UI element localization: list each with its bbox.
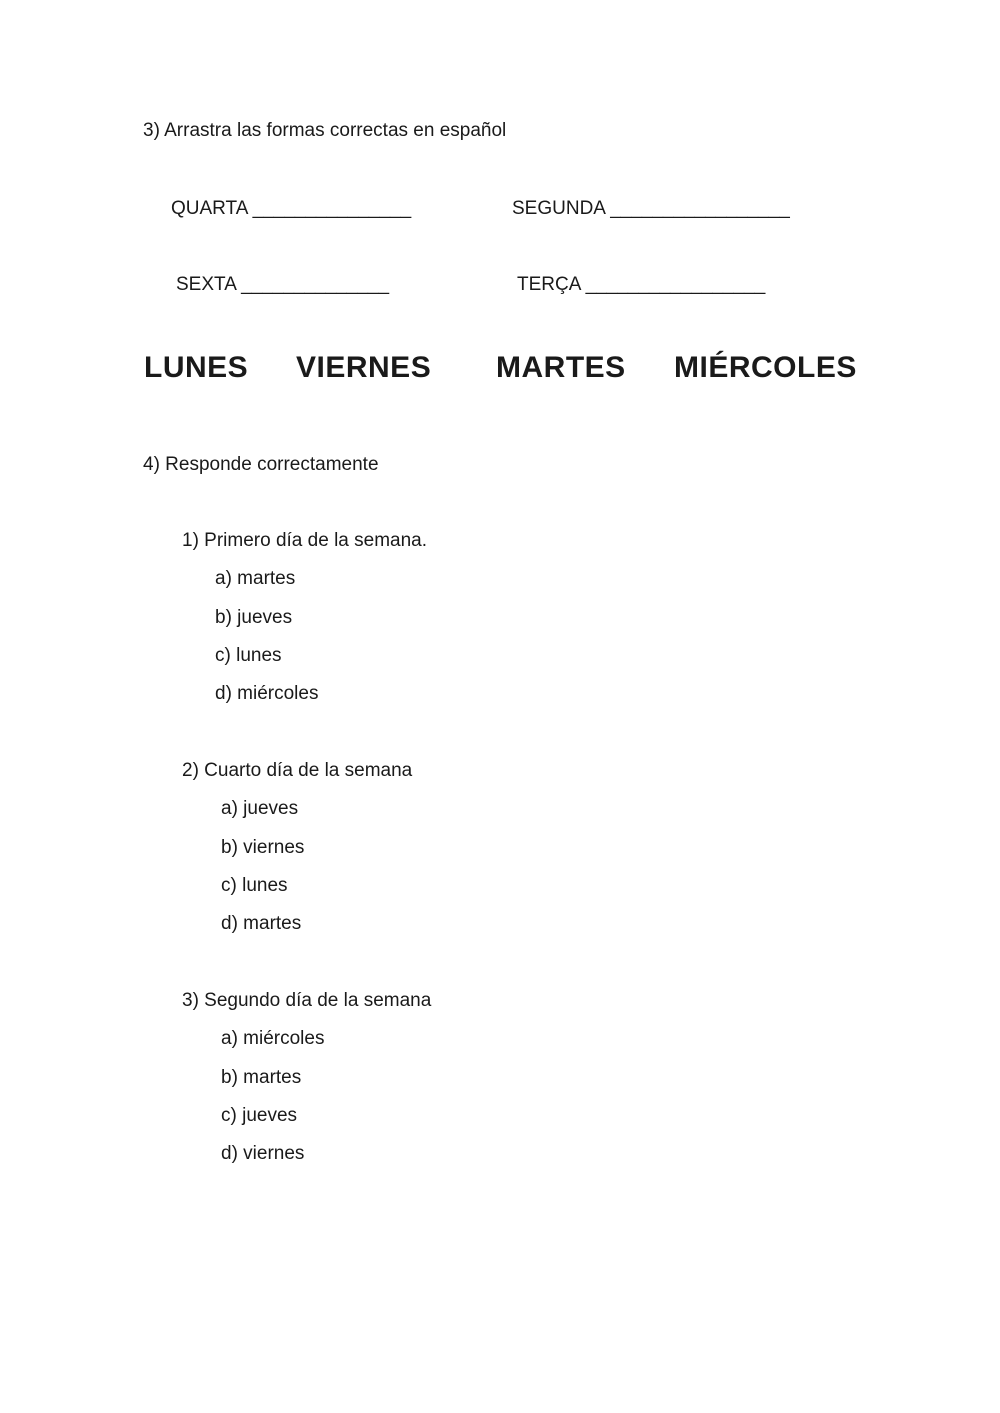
question-2-option-d[interactable]: d) martes xyxy=(221,913,302,934)
blank-quarta[interactable]: QUARTA _______________ xyxy=(171,198,412,219)
blank-terca[interactable]: TERÇA _________________ xyxy=(517,274,766,295)
question-1-option-d[interactable]: d) miércoles xyxy=(215,683,319,704)
question-3-option-a[interactable]: a) miércoles xyxy=(221,1028,325,1049)
draggable-word-viernes[interactable]: VIERNES xyxy=(296,351,432,384)
draggable-word-miercoles[interactable]: MIÉRCOLES xyxy=(674,351,857,384)
draggable-word-lunes[interactable]: LUNES xyxy=(144,351,249,384)
question-2-option-a[interactable]: a) jueves xyxy=(221,798,299,819)
exercise-4-instruction: 4) Responde correctamente xyxy=(143,454,379,475)
question-3-prompt: 3) Segundo día de la semana xyxy=(182,990,432,1011)
question-1-option-a[interactable]: a) martes xyxy=(215,568,296,589)
question-2-option-b[interactable]: b) viernes xyxy=(221,837,305,858)
question-3-option-d[interactable]: d) viernes xyxy=(221,1143,305,1164)
draggable-word-martes[interactable]: MARTES xyxy=(496,351,626,384)
blank-sexta[interactable]: SEXTA ______________ xyxy=(176,274,390,295)
question-3-option-b[interactable]: b) martes xyxy=(221,1067,302,1088)
question-3-option-c[interactable]: c) jueves xyxy=(221,1105,298,1126)
question-1-option-b[interactable]: b) jueves xyxy=(215,607,293,628)
question-2-option-c[interactable]: c) lunes xyxy=(221,875,288,896)
question-1-prompt: 1) Primero día de la semana. xyxy=(182,530,428,551)
question-2-prompt: 2) Cuarto día de la semana xyxy=(182,760,413,781)
exercise-3-instruction: 3) Arrastra las formas correctas en español xyxy=(143,120,507,141)
blank-segunda[interactable]: SEGUNDA _________________ xyxy=(512,198,790,219)
question-1-option-c[interactable]: c) lunes xyxy=(215,645,282,666)
